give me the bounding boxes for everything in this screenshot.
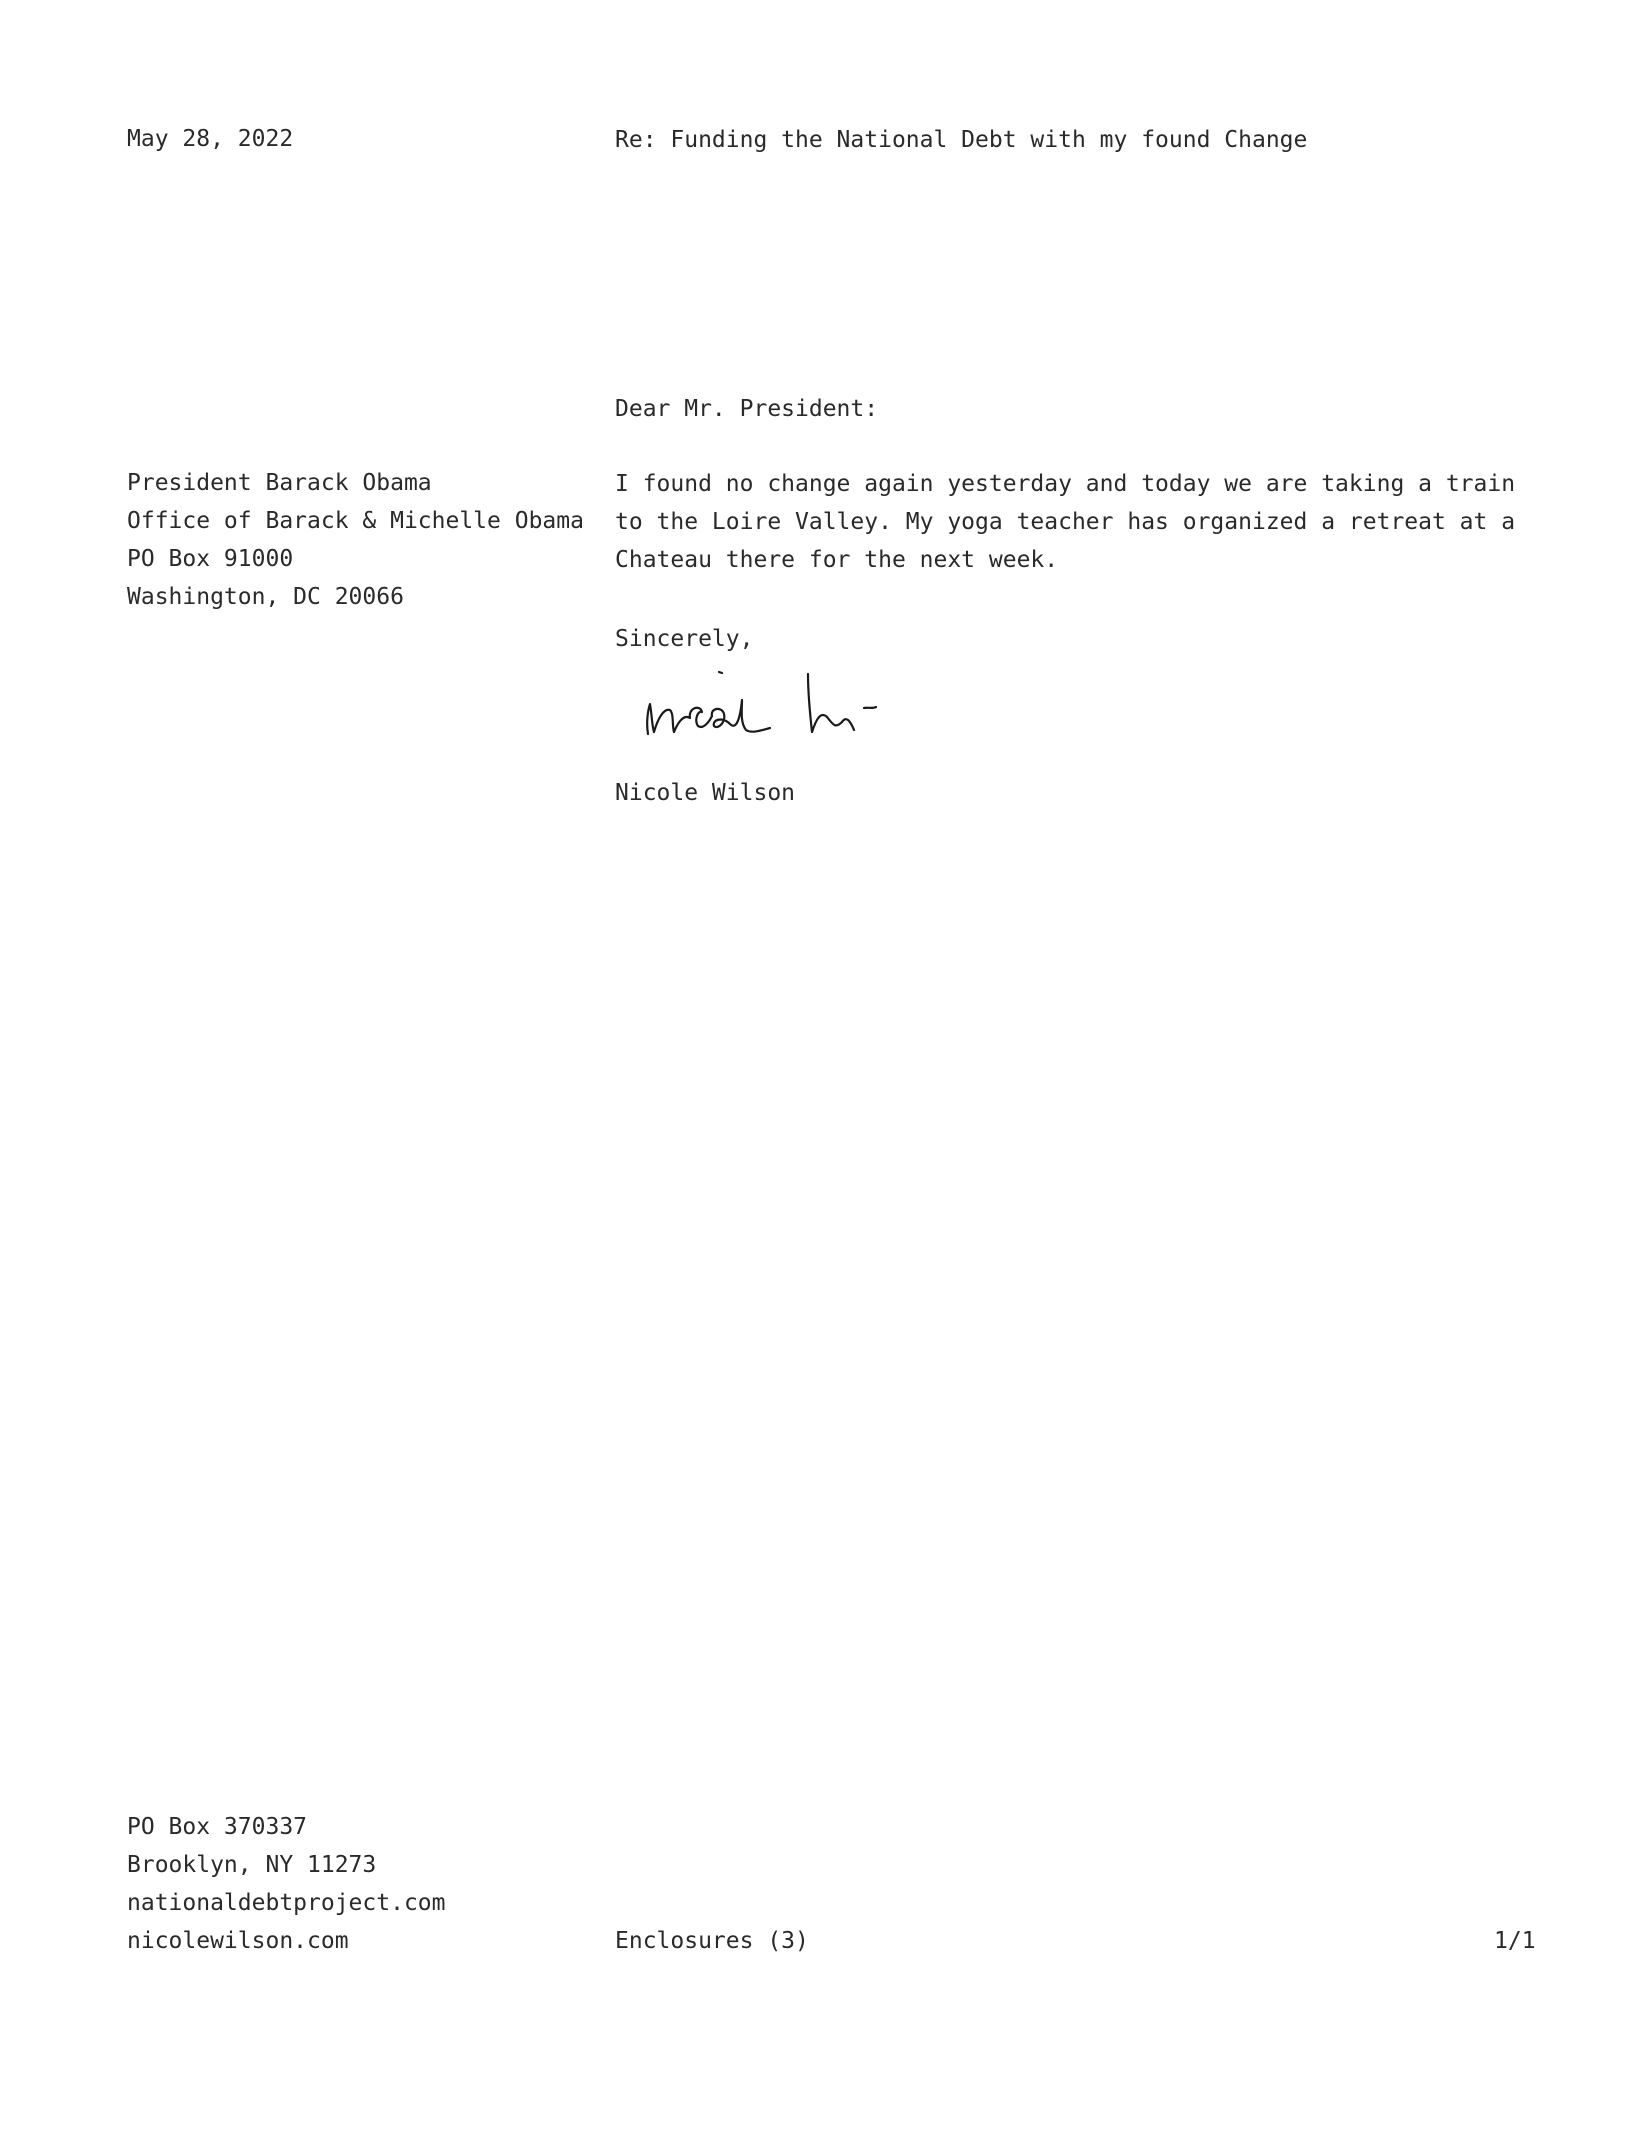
recipient-line: Washington, DC 20066	[127, 584, 404, 610]
body-line: to the Loire Valley. My yoga teacher has organized a retreat at a	[615, 509, 1516, 535]
sender-line: Brooklyn, NY 11273	[127, 1852, 377, 1878]
page-number: 1/1	[1494, 1928, 1536, 1954]
letter-date: May 28, 2022	[127, 126, 294, 152]
sender-line: PO Box 370337	[127, 1814, 308, 1840]
signer-name: Nicole Wilson	[615, 780, 796, 806]
recipient-line: Office of Barack & Michelle Obama	[127, 508, 584, 534]
sender-website: nicolewilson.com	[127, 1928, 349, 1954]
recipient-address	[127, 464, 584, 616]
body-line: Chateau there for the next week.	[615, 547, 1059, 573]
letter-subject: Re: Funding the National Debt with my found Change	[615, 127, 1308, 153]
recipient-line: President Barack Obama	[127, 470, 432, 496]
enclosures-note: Enclosures (3)	[615, 1928, 809, 1954]
body-line: I found no change again yesterday and today we are taking a train	[615, 471, 1516, 497]
letter-body	[615, 465, 1515, 579]
closing: Sincerely,	[615, 626, 754, 652]
handwritten-signature	[640, 660, 940, 750]
recipient-line: PO Box 91000	[127, 546, 294, 572]
sender-address	[127, 1808, 446, 1960]
sender-website: nationaldebtproject.com	[127, 1890, 446, 1916]
signature-graphic	[640, 660, 940, 750]
salutation: Dear Mr. President:	[615, 396, 879, 422]
